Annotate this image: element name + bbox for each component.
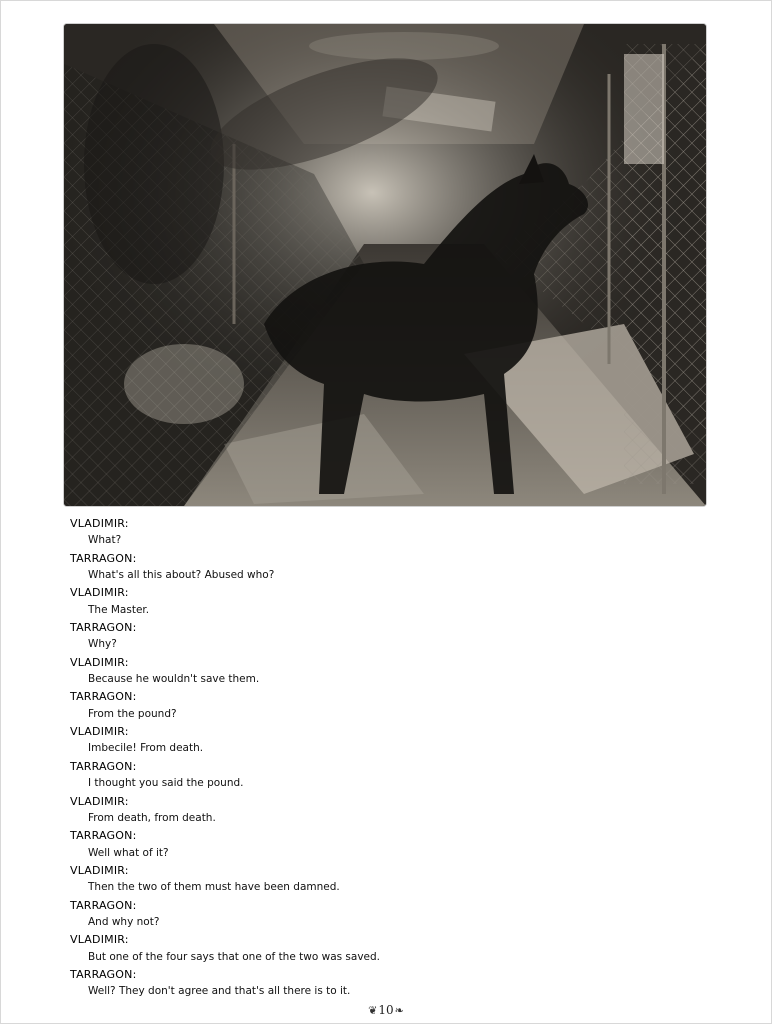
dialogue-line: Imbecile! From death.: [88, 742, 204, 755]
dialogue-line: I thought you said the pound.: [88, 777, 244, 790]
ornament-left-icon: ❦: [368, 1004, 378, 1017]
dialogue-script: [70, 515, 710, 1001]
dialogue-line: The Master.: [88, 603, 150, 616]
dialogue-line: Why?: [88, 638, 117, 651]
page-number-value: 10: [378, 1003, 394, 1017]
page-number: [0, 1003, 772, 1017]
speaker-name: VLADIMIR:: [70, 517, 129, 530]
speaker-name: TARRAGON:: [70, 967, 137, 981]
dialogue-line: What's all this about? Abused who?: [88, 569, 275, 582]
speaker-name: TARRAGON:: [70, 551, 137, 565]
speaker-name: VLADIMIR:: [70, 655, 129, 669]
speaker-name: VLADIMIR:: [70, 586, 129, 600]
speaker-name: TARRAGON:: [70, 898, 137, 912]
speaker-name: TARRAGON:: [70, 759, 137, 773]
ornament-right-icon: ❧: [394, 1004, 404, 1017]
dialogue-line: Because he wouldn't save them.: [88, 673, 260, 686]
speaker-name: VLADIMIR:: [70, 933, 129, 947]
dialogue-line: Then the two of them must have been damned.: [88, 881, 340, 894]
dialogue-line: And why not?: [88, 915, 160, 928]
speaker-name: VLADIMIR:: [70, 794, 129, 808]
dialogue-line: What?: [88, 534, 122, 547]
dog-kennel-photo-icon: [64, 24, 706, 506]
speaker-name: TARRAGON:: [70, 621, 137, 635]
speaker-name: TARRAGON:: [70, 690, 137, 704]
dialogue-line: From death, from death.: [88, 811, 216, 824]
speaker-name: VLADIMIR:: [70, 725, 129, 739]
kennel-dog-illustration: [64, 24, 706, 506]
dialogue-line: But one of the four says that one of the two was saved.: [88, 950, 381, 963]
dialogue-line: From the pound?: [88, 707, 177, 720]
dialogue-line: Well what of it?: [88, 846, 169, 859]
speaker-name: VLADIMIR:: [70, 863, 129, 877]
dialogue-line: Well? They don't agree and that's all there is to it.: [88, 985, 351, 998]
speaker-name: TARRAGON:: [70, 829, 137, 843]
